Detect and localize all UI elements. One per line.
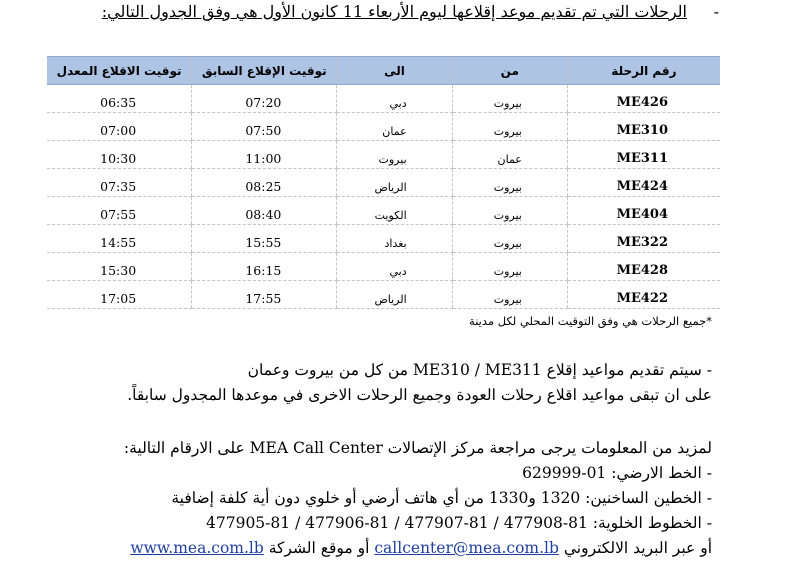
cell-new-time (47, 253, 192, 281)
cell-flight (567, 113, 720, 141)
cell-value: بيروت (378, 153, 407, 166)
cell-value: 14:55 (100, 235, 137, 250)
cell-value: 15:30 (100, 263, 137, 278)
table-row (47, 169, 720, 197)
cell-value: 07:00 (100, 123, 137, 138)
cell-flight (567, 281, 720, 309)
cell-value: بيروت (493, 209, 522, 222)
cell-to (337, 141, 452, 169)
header-flight-number: رقم الرحلة (567, 57, 720, 85)
cell-flight (567, 141, 720, 169)
cell-from (452, 281, 567, 309)
cell-old-time (192, 113, 337, 141)
cell-new-time (47, 281, 192, 309)
flights-table (47, 56, 720, 309)
cell-from (452, 169, 567, 197)
header-to: الى (337, 57, 452, 85)
cell-new-time (47, 169, 192, 197)
header-old-time: توقيت الإقلاع السابق (192, 57, 337, 85)
cell-from (452, 113, 567, 141)
cell-old-time (192, 85, 337, 113)
cell-to (337, 253, 452, 281)
cell-old-time (192, 225, 337, 253)
cell-value: ME428 (616, 263, 668, 278)
cell-value: الرياض (374, 293, 407, 306)
cell-value: الرياض (374, 181, 407, 194)
cell-value: الكويت (374, 209, 407, 222)
cell-value: 15:55 (245, 235, 282, 250)
cell-value: بيروت (493, 181, 522, 194)
cell-old-time (192, 169, 337, 197)
cell-value: 06:35 (100, 95, 137, 110)
cell-value: 11:00 (245, 151, 282, 166)
cell-value: 10:30 (100, 151, 137, 166)
cell-value: بيروت (493, 97, 522, 110)
website-link[interactable]: www.mea.com.lb (130, 539, 264, 557)
cell-value: 07:55 (100, 207, 137, 222)
announcement-line-1: - سيتم تقديم مواعيد إقلاع ME310 / ME311 من كل من بيروت وعمان (247, 361, 712, 379)
cell-value: ME310 (616, 123, 668, 138)
header-from: من (452, 57, 567, 85)
cell-value: 08:40 (245, 207, 282, 222)
cell-value: ME404 (616, 207, 668, 222)
table-row (47, 253, 720, 281)
cell-value: 17:55 (245, 291, 282, 306)
contact-online (0, 536, 712, 561)
cell-to (337, 169, 452, 197)
cell-value: ME426 (616, 95, 668, 110)
cell-value: ME311 (616, 151, 668, 166)
cell-new-time (47, 141, 192, 169)
email-prefix: أو عبر البريد الالكتروني (563, 539, 712, 557)
cell-value: ME424 (616, 179, 668, 194)
table-header-row (47, 57, 720, 85)
cell-from (452, 197, 567, 225)
cell-value: عمان (497, 153, 522, 166)
cell-value: بيروت (493, 293, 522, 306)
cell-value: بيروت (493, 237, 522, 250)
cell-value: 08:25 (245, 179, 282, 194)
table-row (47, 141, 720, 169)
table-row (47, 197, 720, 225)
section-heading (101, 2, 719, 21)
cell-from (452, 85, 567, 113)
cell-value: 07:50 (245, 123, 282, 138)
cell-to (337, 225, 452, 253)
cell-from (452, 225, 567, 253)
cell-old-time (192, 253, 337, 281)
cell-to (337, 113, 452, 141)
cell-value: 07:35 (100, 179, 137, 194)
cell-flight (567, 253, 720, 281)
contact-landline: - الخط الارضي: 01-629999 (522, 464, 712, 482)
contact-info (0, 436, 712, 561)
cell-value: ME422 (616, 291, 668, 306)
email-link[interactable]: callcenter@mea.com.lb (374, 539, 559, 557)
cell-value: 16:15 (245, 263, 282, 278)
cell-flight (567, 197, 720, 225)
contact-intro: لمزيد من المعلومات يرجى مراجعة مركز الإتصالات MEA Call Center على الارقام التالية: (123, 439, 712, 457)
cell-value: بيروت (493, 125, 522, 138)
cell-to (337, 281, 452, 309)
cell-old-time (192, 197, 337, 225)
cell-from (452, 141, 567, 169)
cell-old-time (192, 141, 337, 169)
cell-old-time (192, 281, 337, 309)
announcement-line-2: على ان تبقى مواعيد اقلاع رحلات العودة وجميع الرحلات الاخرى في موعدها المجدول سابقاً. (127, 386, 712, 404)
contact-mobile: - الخطوط الخلوية: 81-477908 / 81-477907 / 81-477906 / 81-477905 (206, 514, 712, 532)
header-new-time: توقيت الاقلاع المعدل (47, 57, 192, 85)
table-row (47, 85, 720, 113)
cell-flight (567, 169, 720, 197)
heading-bullet: - (713, 2, 719, 21)
cell-value: بيروت (493, 265, 522, 278)
cell-value: 07:20 (245, 95, 282, 110)
cell-flight (567, 225, 720, 253)
announcement (0, 358, 712, 408)
cell-new-time (47, 197, 192, 225)
website-prefix: أو موقع الشركة (268, 539, 370, 557)
cell-new-time (47, 85, 192, 113)
cell-value: 17:05 (100, 291, 137, 306)
cell-value: بغداد (384, 237, 407, 250)
cell-value: دبي (389, 97, 407, 110)
cell-flight (567, 85, 720, 113)
table-row (47, 281, 720, 309)
cell-new-time (47, 113, 192, 141)
timezone-note: *جميع الرحلات هي وفق التوقيت المحلي لكل مدينة (469, 314, 712, 328)
table-row (47, 225, 720, 253)
cell-value: دبي (389, 265, 407, 278)
cell-to (337, 197, 452, 225)
cell-to (337, 85, 452, 113)
cell-value: عمان (382, 125, 407, 138)
heading-text: الرحلات التي تم تقديم موعد إقلاعها ليوم الأربعاء 11 كانون الأول هي وفق الجدول التالي: (101, 2, 687, 21)
contact-hotlines: - الخطين الساخنين: 1320 و1330 من أي هاتف أرضي أو خلوي دون أية كلفة إضافية (171, 489, 712, 507)
cell-new-time (47, 225, 192, 253)
cell-from (452, 253, 567, 281)
table-row (47, 113, 720, 141)
cell-value: ME322 (616, 235, 668, 250)
